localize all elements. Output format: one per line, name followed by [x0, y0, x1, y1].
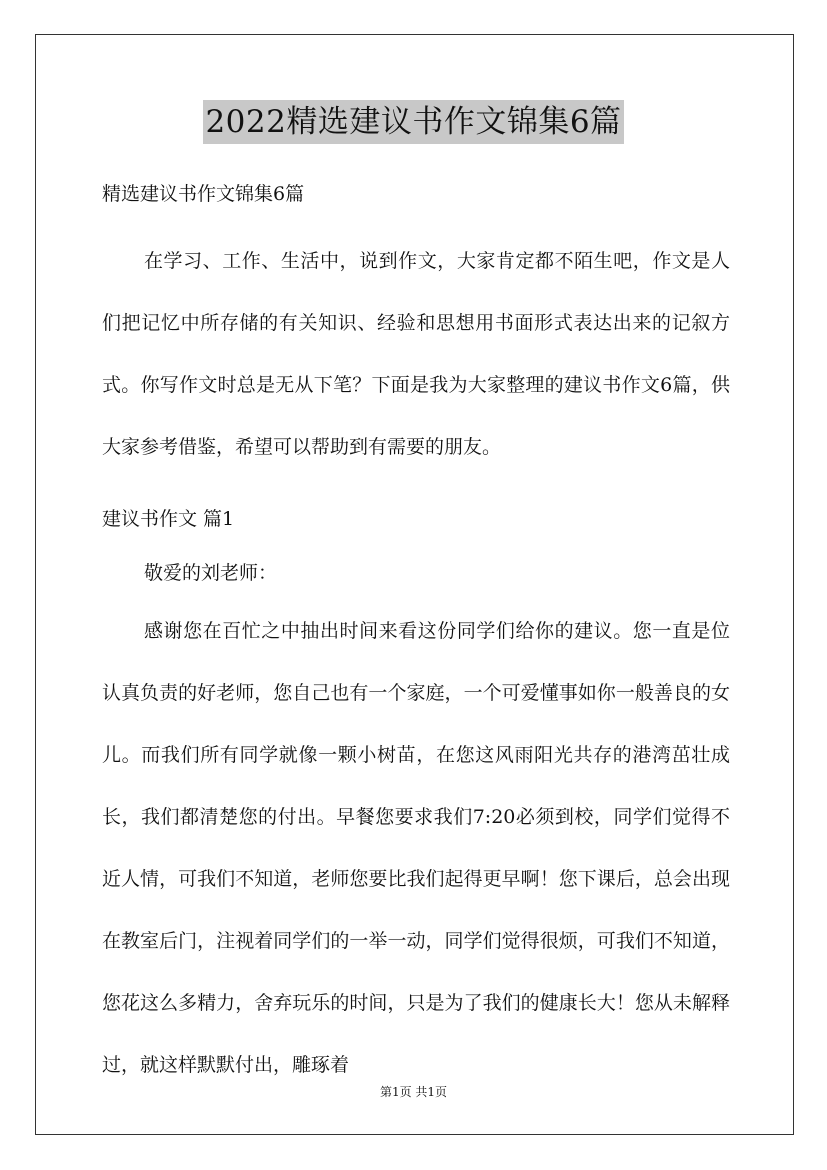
- letter-greeting: 敬爱的刘老师：: [144, 562, 278, 584]
- document-title: 2022精选建议书作文锦集6篇: [203, 100, 623, 144]
- intro-paragraph: 在学习、工作、生活中，说到作文，大家肯定都不陌生吧，作文是人们把记忆中所存储的有关知识、经验和思想用书面形式表达出来的记叙方式。你写作文时总是无从下笔？下面是我为大家整理的建议书作文6篇，供大家参考借鉴，希望可以帮助到有需要的朋友。: [102, 250, 730, 458]
- letter-body-paragraph: 感谢您在百忙之中抽出时间来看这份同学们给你的建议。您一直是位认真负责的好老师，您自己也有一个家庭，一个可爱懂事如你一般善良的女儿。而我们所有同学就像一颗小树苗，在您这风雨阳光共存的港湾茁壮成长，我们都清楚您的付出。早餐您要求我们7:20必须到校，同学们觉得不近人情，可我们不知道，老师您要比我们起得更早啊！您下课后，总会出现在教室后门，注视着同学们的一举一动，同学们觉得很烦，可我们不知道，您花这么多精力，舍弃玩乐的时间，只是为了我们的健康长大！您从未解释过，就这样默默付出，雕琢着: [102, 620, 730, 1076]
- page-footer: 第1页 共1页: [379, 1085, 448, 1099]
- document-title-wrapper: [0, 100, 827, 144]
- section-title: 建议书作文 篇1: [102, 508, 235, 530]
- document-subtitle: 精选建议书作文锦集6篇: [102, 183, 305, 205]
